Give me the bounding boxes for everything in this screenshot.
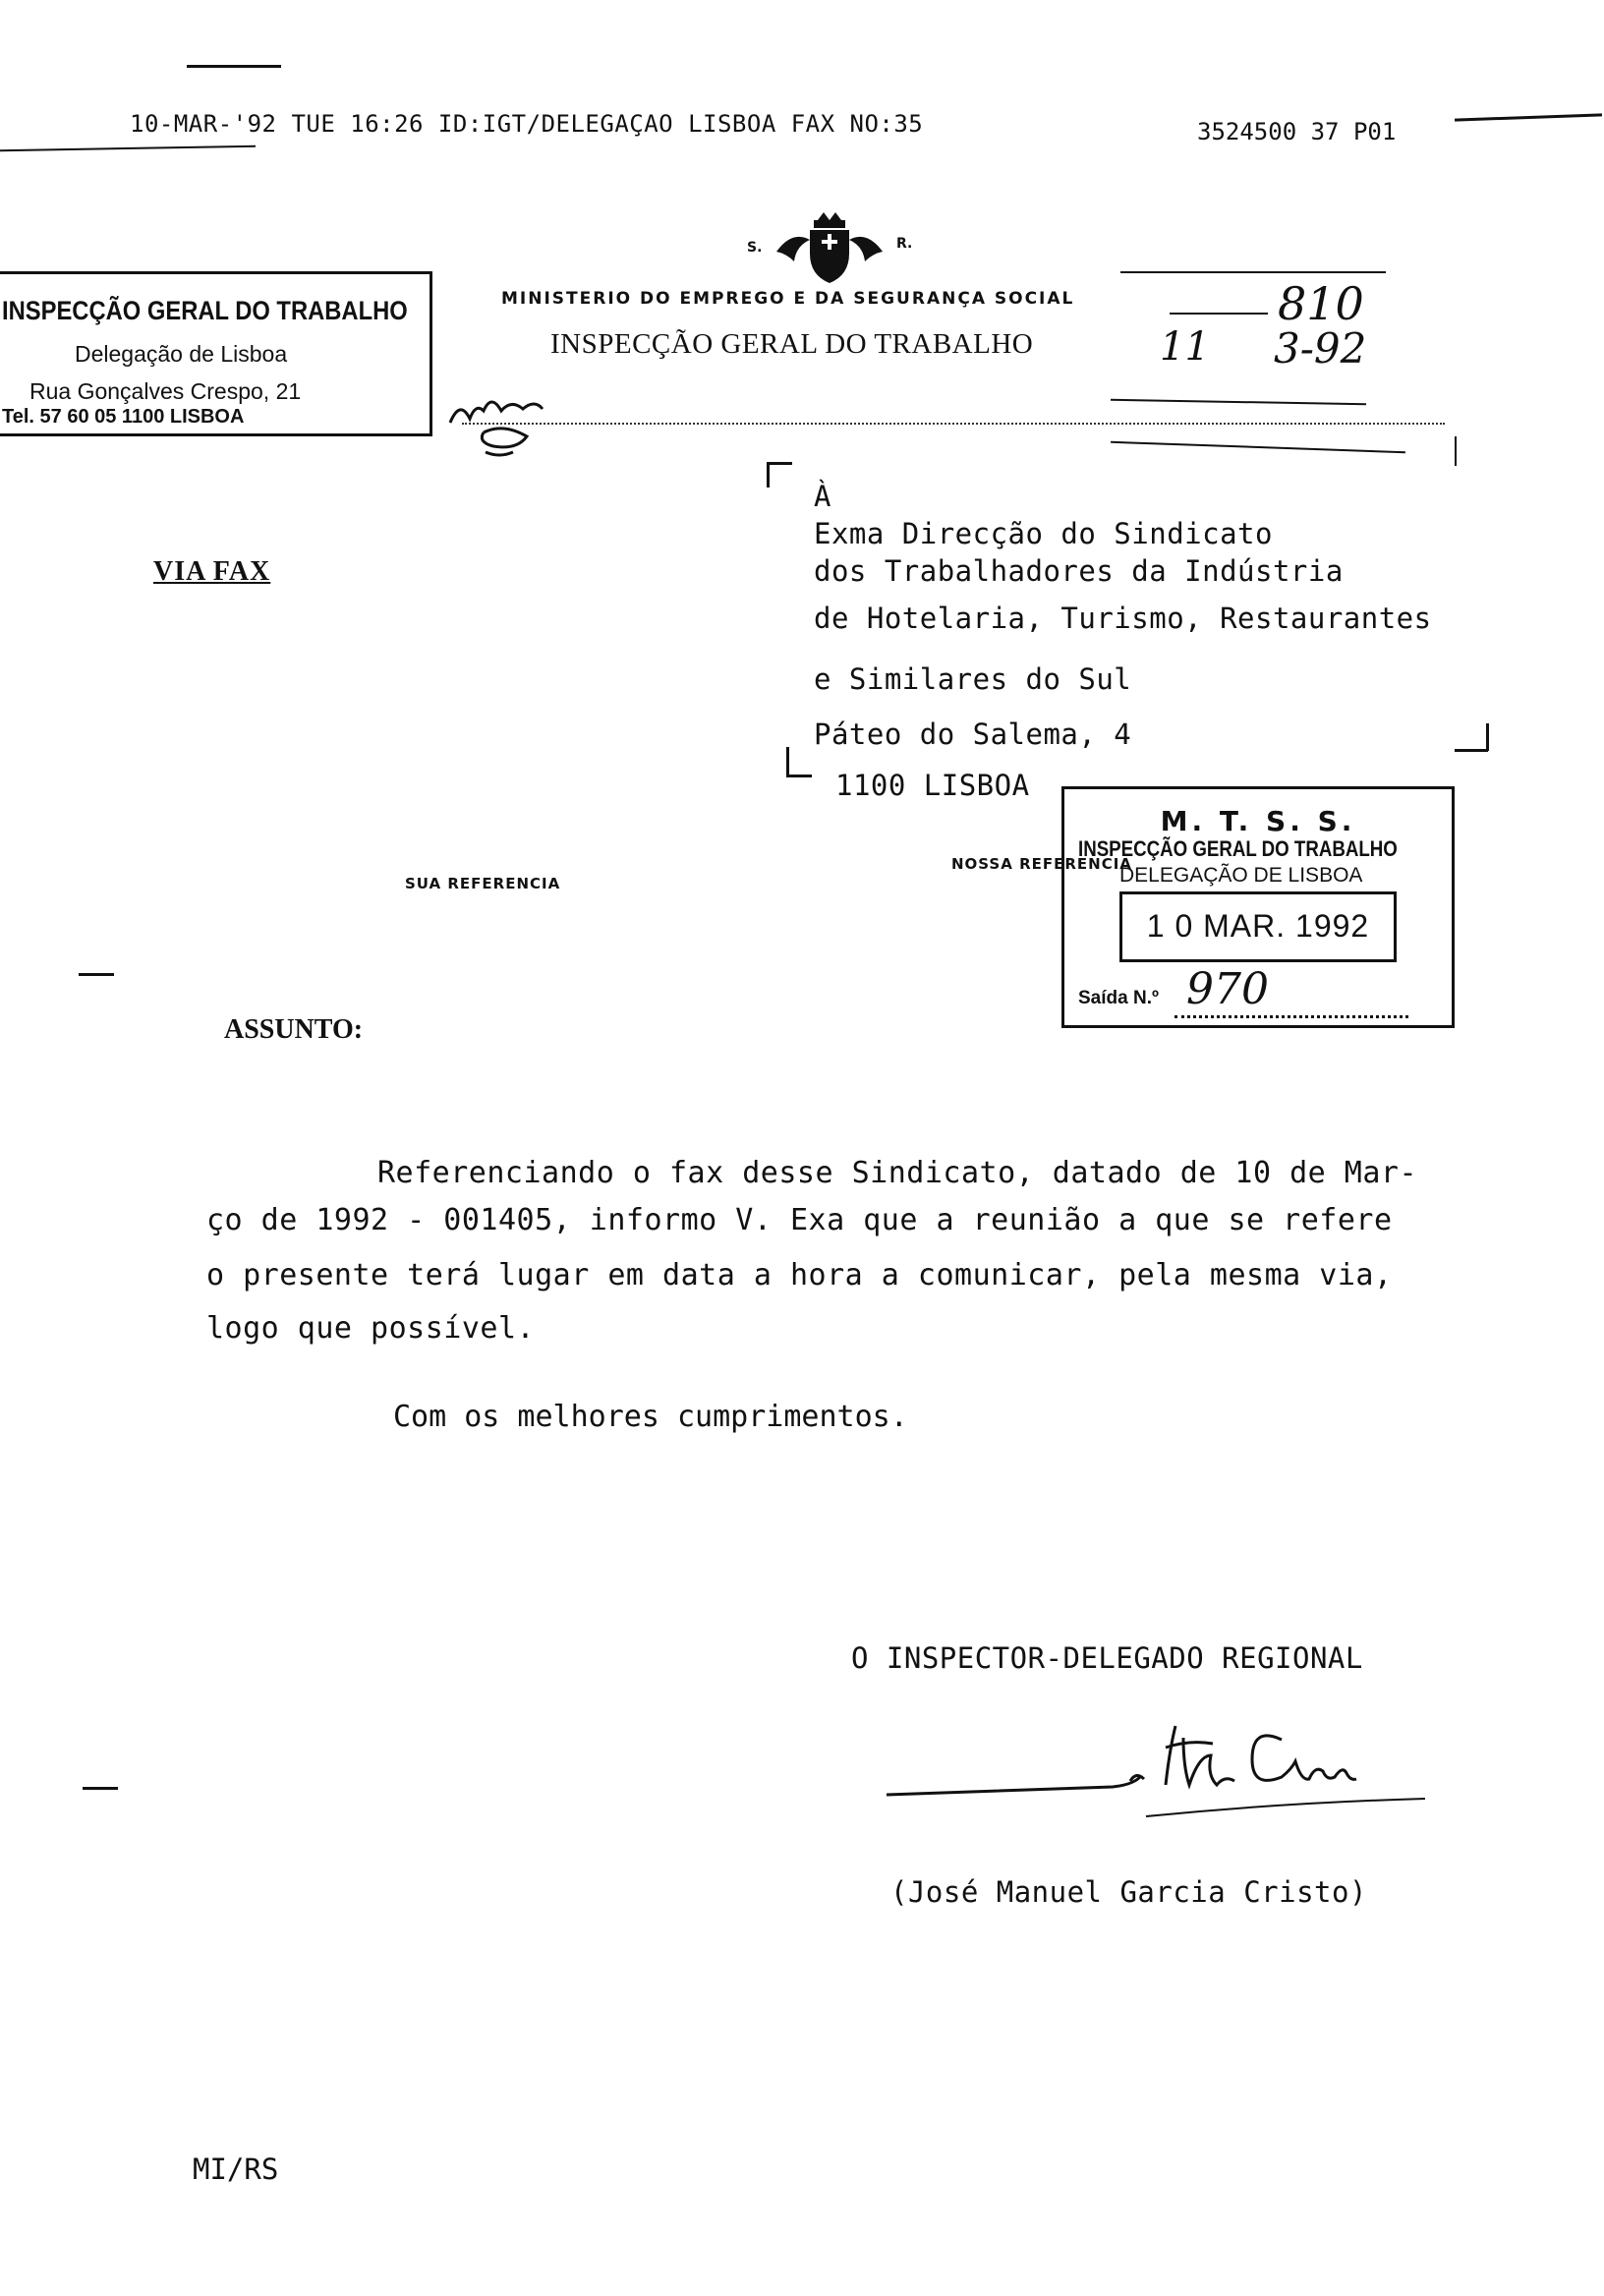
hand-line-5 <box>1455 436 1457 466</box>
addressee-line-2: dos Trabalhadores da Indústria <box>814 554 1344 588</box>
addressee-to: À <box>814 480 831 513</box>
hand-line-3 <box>1111 399 1366 406</box>
ministry-name: MINISTERIO DO EMPREGO E DA SEGURANÇA SOCIAL <box>501 289 1075 309</box>
handwritten-date: 3-92 <box>1274 324 1367 373</box>
body-line-3: o presente terá lugar em data a hora a comunicar, pela mesma via, <box>206 1258 1393 1292</box>
stamp-date-box <box>1119 891 1397 962</box>
stamp-right-title: M. T. S. S. <box>1160 805 1356 837</box>
saida-dotted-line <box>1174 1015 1408 1018</box>
handwritten-marks: 11 <box>1160 324 1210 370</box>
body-line-4: logo que possível. <box>206 1311 536 1346</box>
header-rule-right <box>1455 113 1602 121</box>
saida-number: 970 <box>1186 964 1269 1014</box>
sua-referencia-label: SUA REFERENCIA <box>405 875 561 892</box>
via-fax-label: VIA FAX <box>153 556 271 587</box>
emblem-right-letter: R. <box>896 236 913 252</box>
office-stamp-left <box>0 271 432 436</box>
stamp-left-title: INSPECÇÃO GERAL DO TRABALHO <box>2 296 408 325</box>
fax-transmission-header: 10-MAR-'92 TUE 16:26 ID:IGT/DELEGAÇAO LISBOA FAX NO:35 <box>130 110 924 138</box>
header-rule-left <box>0 145 256 152</box>
addressee-line-4: e Similares do Sul <box>814 662 1132 696</box>
signatory-name: (José Manuel Garcia Cristo) <box>890 1875 1367 1909</box>
stamp-left-phone: Tel. 57 60 05 1100 LISBOA <box>2 406 245 428</box>
closing-line: Com os melhores cumprimentos. <box>393 1400 908 1434</box>
stamp-left-office: Delegação de Lisboa <box>75 341 288 367</box>
addr-bracket-tr-v <box>1486 723 1489 751</box>
saida-label: Saída N.º <box>1078 988 1159 1008</box>
assunto-label: ASSUNTO: <box>224 1014 364 1045</box>
coat-of-arms-icon <box>774 212 885 291</box>
outgoing-stamp <box>1061 786 1455 1028</box>
addressee-line-5: Páteo do Salema, 4 <box>814 718 1132 751</box>
fax-page-id: 3524500 37 P01 <box>1197 118 1397 145</box>
addr-bracket-bl-v <box>786 747 789 776</box>
stamp-left-address: Rua Gonçalves Crespo, 21 <box>29 378 302 404</box>
handwritten-number: 810 <box>1278 277 1364 330</box>
typist-initials: MI/RS <box>193 2152 279 2186</box>
addr-bracket-tr-h <box>1455 749 1488 752</box>
initials-scribble-icon <box>444 393 582 482</box>
stamp-right-department: INSPECÇÃO GERAL DO TRABALHO <box>1078 836 1398 861</box>
signatory-title: O INSPECTOR-DELEGADO REGIONAL <box>851 1641 1363 1675</box>
department-name: INSPECÇÃO GERAL DO TRABALHO <box>550 328 1034 360</box>
addr-bracket-tl-h <box>767 462 792 465</box>
addressee-line-1: Exma Direcção do Sindicato <box>814 517 1273 550</box>
body-line-2: ço de 1992 - 001405, informo V. Exa que a reunião a que se refere <box>206 1203 1393 1237</box>
stamp-date: 1 0 MAR. 1992 <box>1146 908 1370 944</box>
top-corner-mark <box>187 65 281 68</box>
addr-bracket-bl-h <box>786 775 812 777</box>
margin-mark-1 <box>79 973 114 976</box>
handwritten-signature-icon <box>885 1700 1435 1818</box>
margin-mark-2 <box>83 1787 118 1790</box>
addr-bracket-tl-v <box>767 462 770 488</box>
emblem-left-letter: S. <box>747 240 763 256</box>
addressee-line-3: de Hotelaria, Turismo, Restaurantes <box>814 602 1432 635</box>
hand-line-2 <box>1170 313 1268 315</box>
addressee-line-6: 1100 LISBOA <box>835 769 1030 802</box>
stamp-right-office: DELEGAÇÃO DE LISBOA <box>1119 864 1363 887</box>
hand-line-1 <box>1120 271 1386 273</box>
letterhead-dotted-rule <box>462 423 1445 425</box>
body-line-1: Referenciando o fax desse Sindicato, datado de 10 de Mar- <box>377 1156 1418 1190</box>
hand-line-4 <box>1111 441 1405 453</box>
nossa-referencia-label: NOSSA REFERENCIA <box>951 855 1132 873</box>
